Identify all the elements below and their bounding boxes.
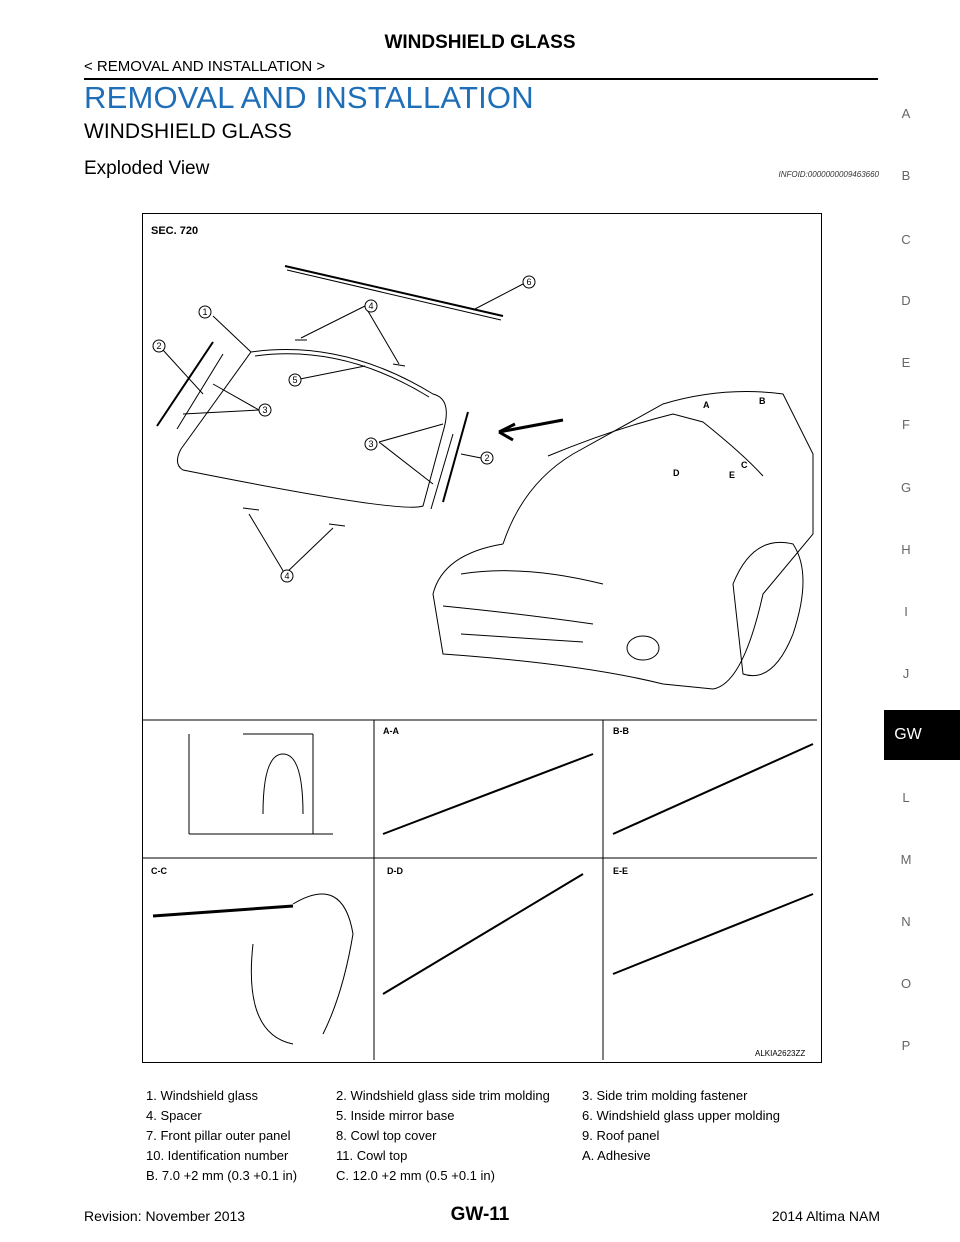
- exploded-view-drawing: [143, 214, 821, 1062]
- index-rail-item[interactable]: N: [901, 914, 911, 929]
- legend-item: [582, 1168, 780, 1188]
- legend-row: [146, 1088, 780, 1108]
- index-rail-item[interactable]: E: [901, 355, 911, 370]
- panel-label-aa: A-A: [383, 726, 399, 736]
- legend-row: [146, 1148, 780, 1168]
- legend-item: A. Adhesive: [582, 1148, 651, 1163]
- callout-5: 5: [292, 375, 298, 385]
- index-rail-item[interactable]: L: [902, 790, 910, 805]
- index-rail-item[interactable]: P: [901, 1038, 911, 1053]
- legend-row: [146, 1108, 780, 1128]
- index-rail-item[interactable]: D: [901, 293, 911, 308]
- callout-4b: 4: [284, 571, 290, 581]
- index-rail-item[interactable]: O: [900, 976, 912, 991]
- index-rail-item[interactable]: J: [902, 666, 910, 681]
- index-rail-active-tab[interactable]: GW: [884, 710, 960, 760]
- callout-2b: 2: [484, 453, 490, 463]
- index-rail-item[interactable]: G: [900, 480, 912, 495]
- footer-revision: Revision: November 2013: [84, 1208, 246, 1224]
- legend-item: 11. Cowl top: [336, 1148, 408, 1163]
- arrow-label-d: D: [673, 468, 680, 478]
- panel-label-dd: D-D: [387, 866, 403, 876]
- arrow-label-a: A: [703, 400, 710, 410]
- index-rail-item[interactable]: F: [902, 417, 910, 432]
- topic-title: Exploded View: [84, 158, 210, 179]
- subsection-title: WINDSHIELD GLASS: [84, 120, 292, 143]
- index-rail-item[interactable]: C: [901, 232, 911, 247]
- section-title: REMOVAL AND INSTALLATION: [84, 80, 534, 115]
- index-rail-item[interactable]: M: [900, 852, 912, 867]
- index-rail-item[interactable]: I: [904, 604, 908, 619]
- index-rail-item[interactable]: B: [901, 168, 911, 183]
- legend-item: 7. Front pillar outer panel: [146, 1128, 291, 1143]
- legend-item: 8. Cowl top cover: [336, 1128, 437, 1143]
- legend-row: [146, 1168, 780, 1188]
- footer-page-number: GW-11: [450, 1204, 510, 1225]
- footer-model: 2014 Altima NAM: [771, 1208, 880, 1224]
- image-code: ALKIA2623ZZ: [755, 1049, 806, 1058]
- arrow-label-b: B: [759, 396, 766, 406]
- panel-label-cc: C-C: [151, 866, 167, 876]
- legend-item: B. 7.0 +2 mm (0.3 +0.1 in): [146, 1168, 298, 1183]
- legend-item: C. 12.0 +2 mm (0.5 +0.1 in): [336, 1168, 495, 1183]
- callout-2: 2: [156, 341, 162, 351]
- legend-item: 4. Spacer: [146, 1108, 202, 1123]
- legend-item: 9. Roof panel: [582, 1128, 660, 1143]
- arrow-label-e: E: [729, 470, 736, 480]
- panel-label-bb: B-B: [613, 726, 629, 736]
- callout-3b: 3: [368, 439, 374, 449]
- callout-6: 6: [526, 277, 532, 287]
- index-rail-item[interactable]: A: [901, 106, 911, 121]
- sec-label: SEC. 720: [151, 225, 199, 237]
- legend-item: 6. Windshield glass upper molding: [582, 1108, 780, 1123]
- exploded-view-figure: [142, 213, 822, 1063]
- section-index-rail: [884, 96, 928, 1062]
- legend-item: 5. Inside mirror base: [336, 1108, 455, 1123]
- legend-item: 10. Identification number: [146, 1148, 289, 1163]
- legend-row: [146, 1128, 780, 1148]
- breadcrumb: < REMOVAL AND INSTALLATION >: [84, 58, 326, 75]
- parts-legend: [146, 1088, 836, 1188]
- arrow-label-c: C: [741, 460, 748, 470]
- callout-3: 3: [262, 405, 268, 415]
- legend-item: 3. Side trim molding fastener: [582, 1088, 748, 1103]
- callout-4: 4: [368, 301, 374, 311]
- callout-1: 1: [202, 307, 208, 317]
- legend-item: 1. Windshield glass: [146, 1088, 258, 1103]
- panel-label-ee: E-E: [613, 866, 629, 876]
- legend-item: 2. Windshield glass side trim molding: [336, 1088, 550, 1103]
- info-id: INFOID:0000000009463660: [778, 170, 879, 179]
- index-rail-item[interactable]: H: [901, 542, 911, 557]
- page-header-title: WINDSHIELD GLASS: [384, 32, 576, 53]
